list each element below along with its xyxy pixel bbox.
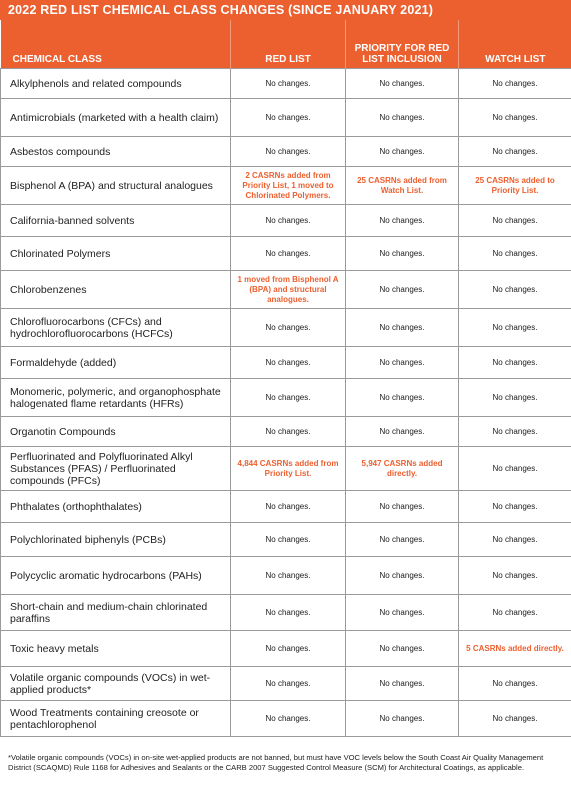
chemical-class-cell: Organotin Compounds: [1, 417, 231, 447]
watch-list-cell: No changes.: [459, 347, 571, 379]
watch-list-cell: No changes.: [459, 701, 571, 737]
priority-list-cell: No changes.: [346, 99, 459, 137]
table-row: [1, 417, 571, 447]
red-list-cell: No changes.: [231, 667, 346, 701]
header-watch-list: WATCH LIST: [459, 20, 571, 69]
red-list-cell: No changes.: [231, 417, 346, 447]
chemical-class-cell: Wood Treatments containing creosote or pentachlorophenol: [1, 701, 231, 737]
watch-list-cell: No changes.: [459, 309, 571, 347]
red-list-cell: No changes.: [231, 523, 346, 557]
table-row: [1, 69, 571, 99]
priority-list-cell: No changes.: [346, 205, 459, 237]
watch-list-cell: No changes.: [459, 523, 571, 557]
table-row: [1, 309, 571, 347]
red-list-cell: No changes.: [231, 595, 346, 631]
table-row: [1, 447, 571, 491]
priority-list-cell: No changes.: [346, 631, 459, 667]
watch-list-cell: No changes.: [459, 667, 571, 701]
chemical-class-cell: Alkylphenols and related compounds: [1, 69, 231, 99]
chemical-class-cell: Toxic heavy metals: [1, 631, 231, 667]
red-list-cell: No changes.: [231, 347, 346, 379]
table-row: [1, 379, 571, 417]
watch-list-cell: No changes.: [459, 595, 571, 631]
watch-list-cell: No changes.: [459, 137, 571, 167]
chemical-class-cell: Bisphenol A (BPA) and structural analogues: [1, 167, 231, 205]
header-priority: PRIORITY FOR RED LIST INCLUSION: [346, 20, 459, 69]
priority-list-cell: 25 CASRNs added from Watch List.: [346, 167, 459, 205]
chemical-class-cell: Short-chain and medium-chain chlorinated paraffins: [1, 595, 231, 631]
priority-list-cell: No changes.: [346, 667, 459, 701]
header-chemical-class: CHEMICAL CLASS: [1, 20, 231, 69]
priority-list-cell: No changes.: [346, 237, 459, 271]
red-list-cell: No changes.: [231, 99, 346, 137]
chemical-class-cell: Formaldehyde (added): [1, 347, 231, 379]
watch-list-cell: 25 CASRNs added to Priority List.: [459, 167, 571, 205]
red-list-cell: No changes.: [231, 237, 346, 271]
red-list-cell: 1 moved from Bisphenol A (BPA) and structural analogues.: [231, 271, 346, 309]
watch-list-cell: No changes.: [459, 237, 571, 271]
chemical-class-cell: Perfluorinated and Polyfluorinated Alkyl Substances (PFAS) / Perfluorinated compounds (PFCs): [1, 447, 231, 491]
priority-list-cell: No changes.: [346, 557, 459, 595]
table-row: [1, 667, 571, 701]
chemical-class-cell: Chlorobenzenes: [1, 271, 231, 309]
table-row: [1, 205, 571, 237]
table-row: [1, 595, 571, 631]
table-row: [1, 271, 571, 309]
chemical-class-cell: Antimicrobials (marketed with a health claim): [1, 99, 231, 137]
priority-list-cell: No changes.: [346, 523, 459, 557]
table-row: [1, 701, 571, 737]
chemical-class-cell: Asbestos compounds: [1, 137, 231, 167]
table-title: 2022 RED LIST CHEMICAL CLASS CHANGES (SINCE JANUARY 2021): [0, 0, 571, 20]
table-row: [1, 347, 571, 379]
priority-list-cell: No changes.: [346, 69, 459, 99]
priority-list-cell: No changes.: [346, 491, 459, 523]
table-row: [1, 99, 571, 137]
watch-list-cell: No changes.: [459, 205, 571, 237]
red-list-cell: No changes.: [231, 631, 346, 667]
chemical-class-table: [0, 20, 571, 737]
red-list-cell: No changes.: [231, 557, 346, 595]
priority-list-cell: No changes.: [346, 595, 459, 631]
table-row: [1, 557, 571, 595]
red-list-cell: No changes.: [231, 69, 346, 99]
footnote: *Volatile organic compounds (VOCs) in on-site wet-applied products are not banned, but must have VOC levels below the South Coast Air Quality Management District (SCAQMD) Rule 1168 for Adhesives and Sealants or the CARB 2007 Suggested Control Measure (SCM) for Architectural Coatings, as applicable.: [8, 753, 544, 772]
chemical-class-cell: Monomeric, polymeric, and organophosphate halogenated flame retardants (HFRs): [1, 379, 231, 417]
watch-list-cell: No changes.: [459, 417, 571, 447]
red-list-cell: No changes.: [231, 309, 346, 347]
watch-list-cell: No changes.: [459, 379, 571, 417]
priority-list-cell: No changes.: [346, 379, 459, 417]
red-list-cell: No changes.: [231, 491, 346, 523]
table-row: [1, 523, 571, 557]
red-list-cell: No changes.: [231, 205, 346, 237]
chemical-class-cell: Chlorofluorocarbons (CFCs) and hydrochlorofluorocarbons (HCFCs): [1, 309, 231, 347]
table-row: [1, 137, 571, 167]
watch-list-cell: No changes.: [459, 99, 571, 137]
chemical-class-cell: Polychlorinated biphenyls (PCBs): [1, 523, 231, 557]
table-row: [1, 167, 571, 205]
priority-list-cell: 5,947 CASRNs added directly.: [346, 447, 459, 491]
priority-list-cell: No changes.: [346, 271, 459, 309]
watch-list-cell: No changes.: [459, 491, 571, 523]
priority-list-cell: No changes.: [346, 347, 459, 379]
red-list-cell: 4,844 CASRNs added from Priority List.: [231, 447, 346, 491]
watch-list-cell: 5 CASRNs added directly.: [459, 631, 571, 667]
priority-list-cell: No changes.: [346, 309, 459, 347]
chemical-class-cell: Phthalates (orthophthalates): [1, 491, 231, 523]
watch-list-cell: No changes.: [459, 271, 571, 309]
red-list-cell: No changes.: [231, 379, 346, 417]
header-red-list: RED LIST: [231, 20, 346, 69]
priority-list-cell: No changes.: [346, 137, 459, 167]
priority-list-cell: No changes.: [346, 417, 459, 447]
red-list-cell: No changes.: [231, 701, 346, 737]
red-list-cell: 2 CASRNs added from Priority List, 1 moved to Chlorinated Polymers.: [231, 167, 346, 205]
table-row: [1, 631, 571, 667]
chemical-class-cell: California-banned solvents: [1, 205, 231, 237]
chemical-class-cell: Chlorinated Polymers: [1, 237, 231, 271]
watch-list-cell: No changes.: [459, 557, 571, 595]
watch-list-cell: No changes.: [459, 447, 571, 491]
chemical-class-cell: Volatile organic compounds (VOCs) in wet-applied products*: [1, 667, 231, 701]
table-body: [1, 69, 571, 737]
header-row: [1, 20, 571, 69]
priority-list-cell: No changes.: [346, 701, 459, 737]
red-list-cell: No changes.: [231, 137, 346, 167]
chemical-class-cell: Polycyclic aromatic hydrocarbons (PAHs): [1, 557, 231, 595]
table-row: [1, 237, 571, 271]
watch-list-cell: No changes.: [459, 69, 571, 99]
table-row: [1, 491, 571, 523]
